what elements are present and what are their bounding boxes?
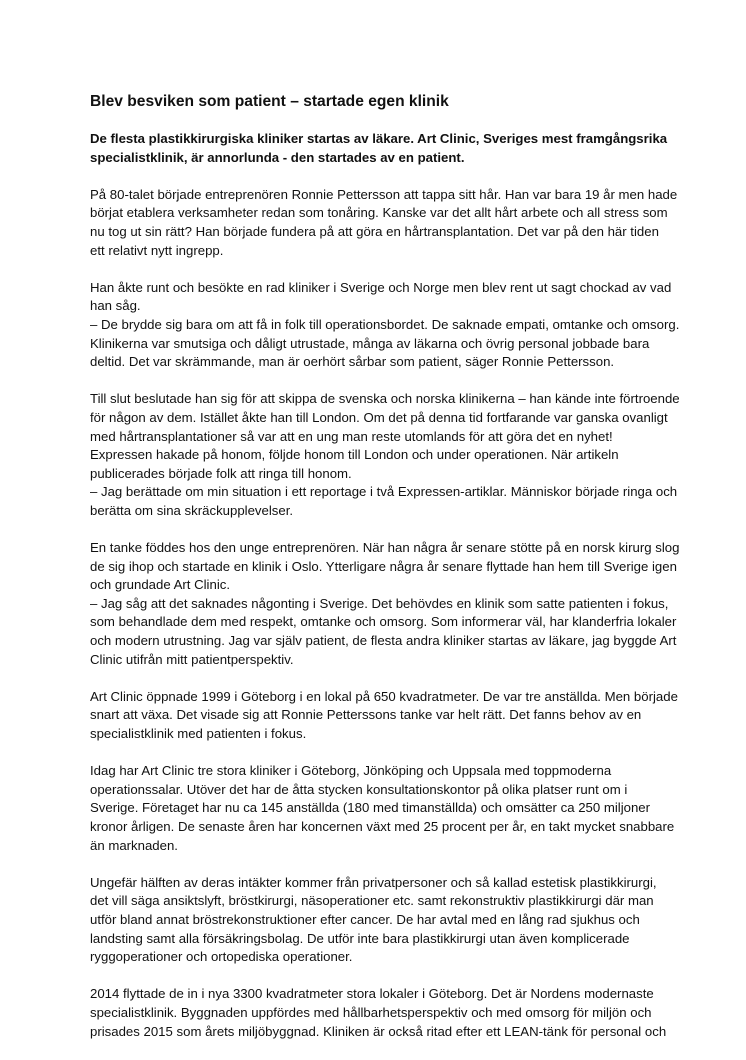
text-line: än marknaden. <box>90 837 178 853</box>
text-line: På 80-talet började entreprenören Ronnie Pettersson att tappa sitt hår. Han var bara 19 år men hade <box>90 186 678 202</box>
text-line: och grundade Art Clinic. <box>90 577 231 593</box>
text-line: specialistklinik. Byggnaden uppfördes med hållbarhetsperspektiv och med omsorg för miljön och <box>90 1004 652 1020</box>
article-body <box>90 130 680 1060</box>
text-line: han såg. <box>90 298 141 314</box>
lead-line: specialistklinik, är annorlunda - den startades av en patient. <box>90 149 465 165</box>
text-line: landsting samt alla försäkringsbolag. De utför inte bara plastikkirurgi utan även komplicerade <box>90 930 630 946</box>
text-line: utför bland annat bröstrekonstruktioner efter cancer. De har avtal med en lång rad sjukhus och <box>90 911 640 927</box>
article-title: Blev besviken som patient – startade egen klinik <box>90 93 449 110</box>
text-line: operationssalar. Utöver det har de åtta stycken konsultationskontor på olika platser runt om i <box>90 781 628 797</box>
text-line: berätta om sina skräckupplevelser. <box>90 502 294 518</box>
text-line: med hårtransplantationer så var att en ung man reste utomlands för att göra det en nyhet! <box>90 428 613 444</box>
text-line: Han åkte runt och besökte en rad kliniker i Sverige och Norge men blev rent ut sagt chockad av vad <box>90 279 672 295</box>
text-line: som behandlade dem med respekt, omtanke och omsorg. Som informerar väl, har klanderfria lokaler <box>90 614 677 630</box>
text-line: prisades 2015 som årets miljöbyggnad. Kliniken är också ritad efter ett LEAN-tänk för personal och <box>90 1023 667 1039</box>
paragraph-6 <box>90 762 675 855</box>
text-line: snart att växa. Det visade sig att Ronnie Petterssons tanke var helt rätt. Det fanns behov av en <box>90 707 642 723</box>
text-line: de sig ihop och startade en klinik i Oslo. Ytterligare några år senare flyttade han hem till Sverige igen <box>90 558 677 574</box>
text-line: specialistklinik med patienten i fokus. <box>90 726 307 741</box>
text-line: ett relativt nytt ingrepp. <box>90 242 224 258</box>
text-line: – De brydde sig bara om att få in folk till operationsbordet. De saknade empati, omtanke och omsorg. <box>90 316 680 332</box>
paragraph-8 <box>90 985 670 1041</box>
text-line: En tanke föddes hos den unge entreprenören. När han några år senare stötte på en norsk kirurg slog <box>90 540 680 556</box>
text-line: – Jag såg att det saknades någonting i Sverige. Det behövdes en klinik som satte patienten i fokus, <box>90 595 669 611</box>
lead-line: De flesta plastikkirurgiska kliniker startas av läkare. Art Clinic, Sveriges mest framgångsrika <box>90 131 668 146</box>
text-line: Klinikerna var smutsiga och dåligt utrustade, många av läkarna och övrig personal jobbade bara <box>90 335 650 351</box>
text-line: – Jag berättade om min situation i ett reportage i två Expressen-artiklar. Människor började ringa och <box>90 484 678 500</box>
text-line: ryggoperationer och ortopediska operationer. <box>90 949 353 965</box>
paragraph-5 <box>90 688 678 744</box>
text-line: börjat etablera verksamheter redan som tonåring. Kanske var det allt hårt arbete och all stress som <box>90 205 668 221</box>
text-line: publicerades började folk att ringa till honom. <box>90 465 352 481</box>
text-line: Ungefär hälften av deras intäkter kommer från privatpersoner och så kallad estetisk plastikkirurgi, <box>90 874 657 890</box>
paragraph-2 <box>90 279 680 372</box>
paragraph-3 <box>90 390 680 520</box>
text-line: Expressen hakade på honom, följde honom till London och under operationen. När artikeln <box>90 447 619 463</box>
text-line: Clinic utifrån mitt patientperspektiv. <box>90 651 294 667</box>
text-line: för någon av dem. Istället åkte han till London. Om det på denna tid fortfarande var ganska ovanligt <box>90 409 668 425</box>
paragraph-1 <box>90 186 678 260</box>
text-line: 2014 flyttade de in i nya 3300 kvadratmeter stora lokaler i Göteborg. Det är Nordens modernaste <box>90 986 654 1002</box>
text-line: Idag har Art Clinic tre stora kliniker i Göteborg, Jönköping och Uppsala med toppmoderna <box>90 763 612 779</box>
text-line: Art Clinic öppnade 1999 i Göteborg i en lokal på 650 kvadratmeter. De var tre anställda. Men började <box>90 688 678 704</box>
paragraph-7 <box>90 874 670 967</box>
text-line: Sverige. Företaget har nu ca 145 anställda (180 med timanställda) och omsätter ca 250 miljoner <box>90 800 651 816</box>
text-line: Till slut beslutade han sig för att skippa de svenska och norska klinikerna – han kände inte förtroende <box>90 391 680 407</box>
text-line: det vill säga ansiktslyft, bröstkirurgi, näsoperationer etc. samt rekonstruktiv plastikkirurgi där man <box>90 893 654 909</box>
text-line: och modern utrustning. Jag var själv patient, de flesta andra kliniker startas av läkare, jag byggde Art <box>90 633 677 649</box>
text-line: kronor årligen. De senaste åren har koncernen växt med 25 procent per år, en takt mycket snabbare <box>90 818 675 834</box>
text-line: deltid. Det var skrämmande, man är oerhört sårbar som patient, säger Ronnie Pettersson. <box>90 354 615 370</box>
article-lead <box>90 130 670 167</box>
text-line: nu tog ut sin rätt? Han började fundera på att göra en hårtransplantation. Det var på den här tiden <box>90 223 659 239</box>
paragraph-4 <box>90 539 680 669</box>
